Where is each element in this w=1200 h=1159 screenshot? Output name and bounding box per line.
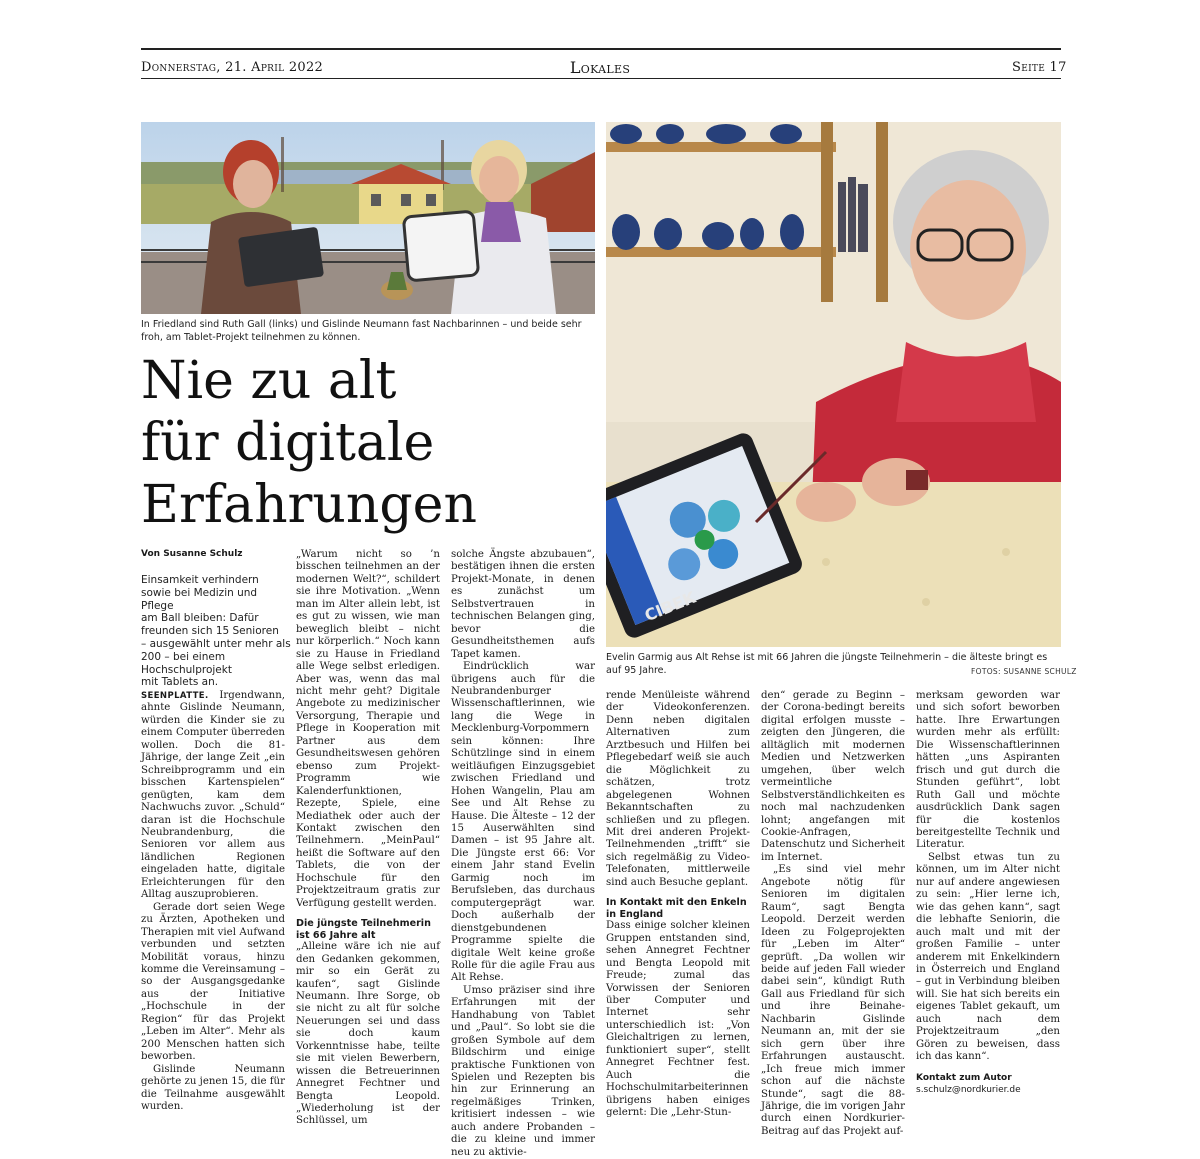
article-headline xyxy=(141,350,601,536)
lead-line: mit Tablets an. xyxy=(141,676,219,689)
subheading: In Kontakt mit den Enkeln in England xyxy=(606,897,747,920)
article-column-1 xyxy=(141,690,285,1113)
byline: Von Susanne Schulz xyxy=(141,549,243,559)
lead-line: am Ball bleiben: Dafür xyxy=(141,612,259,625)
paragraph: Selbst etwas tun zu können, um im Alter nicht nur auf andere angewiesen zu sein: „Hier lerne ich, wie das gehen kann“, sagt die lebhafte Seniorin, die auch malt und mit der großen Familie – unter anderem mit Enkelkindern in Österreich und England – gut in Verbindung bleiben will. Sie hat sich bereits ein eigenes Tablet gekauft, um auch nach dem Projektzeitraum „den Gören zu beweisen, dass ich das kann“. xyxy=(916,851,1060,1063)
paragraph: „Es sind viel mehr Angebote nötig für Senioren im digitalen Raum“, sagt Bengta Leopold. Derzeit werden Ideen zu Folgeprojekten für „Leben im Alter“ geprüft. „Da wollen wir beide auf jeden Fall wieder dabei sein“, kündigt Ruth Gall aus Friedland für sich und ihre Beinahe-Nachbarin Gislinde Neumann an, mit der sie sich gern über ihre Erfahrungen austauscht. „Ich freue mich immer schon auf die nächste Stunde“, sagt die 88-Jährige, die im vorigen Jahr durch einen Nordkurier-Beitrag auf das Projekt auf- xyxy=(761,864,905,1137)
headline-line-3: Erfahrungen xyxy=(141,475,477,535)
header-section: Lokales xyxy=(569,58,631,77)
dateline: SEENPLATTE. xyxy=(141,691,209,701)
lead-line: Hochschulprojekt xyxy=(141,663,232,676)
photo-right-caption: Evelin Garmig aus Alt Rehse ist mit 66 Jahren die jüngste Teilnehmerin – die älteste bringt es auf 95 Jahre. xyxy=(606,652,1048,676)
paragraph: Eindrücklich war übrigens auch für die Neubrandenburger Wissenschaftlerinnen, wie lang die Wege in Mecklenburg-Vorpommern sein können: Ihre Schützlinge sind in einem weitläufigen Einzugsgebiet zwischen Friedland und Hohen Wangelin, Plau am See und Alt Rehse zu Hause. Die Älteste – 12 der 15 Auserwählten sind Damen – ist 95 Jahre alt. Die Jüngste erst 66: Vor einem Jahr stand Evelin Garmig noch im Berufsleben, das durchaus computergeprägt war. Doch außerhalb der dienstgebundenen Programme spielte die digitale Welt keine große Rolle für die agile Frau aus Alt Rehse. xyxy=(451,661,595,984)
lead-line: sowie bei Medizin und Pflege xyxy=(141,586,258,612)
paragraph: den“ gerade zu Beginn – der Corona-bedingt bereits digital erfolgen musste – zeigten den Jüngeren, die alltäglich mit modernen Medien und Netzwerken umgehen, über welch vermeintliche Selbstverständlichkeiten es noch mal nachzudenken lohnt; angefangen mit Cookie-Anfragen, Datenschutz und Sicherheit im Internet. xyxy=(761,690,905,863)
paragraph-text: Irgendwann, ahnte Gislinde Neumann, würden die Kinder sie zu einem Computer überreden wollen. Doch die 81-Jährige, der lange Zeit „ein Schreibprogramm und ein bisschen Kartenspielen“ genügten, kam dem Nachwuchs zuvor. „Schuld“ daran ist die Hochschule Neubrandenburg, die Senioren vor allem aus ländlichen Regionen eingeladen hatte, digitale Erleichterungen für den Alltag auszuprobieren. xyxy=(141,690,285,901)
article-column-2 xyxy=(296,549,440,1128)
paragraph: merksam geworden war und sich sofort beworben hatte. Ihre Erwartungen wurden mehr als erfüllt: Die Wissenschaftlerinnen hätten „uns Aspiranten frisch und gut durch die Stunden geführt“, lobt Ruth Gall und möchte ausdrücklich Dank sagen für die kostenlos bereitgestellte Technik und Literatur. xyxy=(916,690,1060,851)
article-column-4 xyxy=(606,690,750,1120)
paragraph: Gislinde Neumann gehörte zu jenen 15, die für die Teilnahme ausgewählt wurden. xyxy=(141,1063,285,1112)
photo-left-image xyxy=(141,122,595,314)
paragraph xyxy=(141,690,285,902)
photo-left-caption: In Friedland sind Ruth Gall (links) und Gislinde Neumann fast Nachbarinnen – und beide sehr froh, am Tablet-Projekt teilnehmen zu können. xyxy=(141,319,582,343)
lead-line: freunden sich 15 Senioren xyxy=(141,625,279,638)
photo-ruth-gall-gislinde-neumann xyxy=(141,122,595,314)
lead-line: Einsamkeit verhindern xyxy=(141,574,259,586)
tablet-brand-label: CIBEK xyxy=(641,587,699,626)
paragraph: „Alleine wäre ich nie auf den Gedanken gekommen, mir so ein Gerät zu kaufen“, sagt Gislinde Neumann. Ihre Sorge, ob sie nicht zu alt für solche Neuerungen sei und dass sie doch kaum Vorkenntnisse habe, teilte sie mit vielen Bewerbern, wissen die Betreuerinnen Annegret Fechtner und Bengta Leopold. „Wiederholung ist der Schlüssel, um xyxy=(296,941,440,1127)
headline-line-1: Nie zu alt xyxy=(141,351,397,411)
paragraph: solche Ängste abzubauen“, bestätigen ihnen die ersten Projekt-Monate, in denen es zunächst um Selbstvertrauen in technischen Belangen ging, bevor die Gesundheitsthemen aufs Tapet kamen. xyxy=(451,549,595,660)
headline-line-2: für digitale xyxy=(141,413,435,473)
top-rule xyxy=(141,48,1061,50)
subheading: Die jüngste Teilnehmerin ist 66 Jahre alt xyxy=(296,918,431,941)
header-date: Donnerstag, 21. April 2022 xyxy=(141,60,324,75)
paragraph: Umso präziser sind ihre Erfahrungen mit der Handhabung von Tablet und „Paul“. So lobt sie die großen Symbole auf dem Bildschirm und einige praktische Funktionen von Spielen und Rezepten bis hin zur Erinnerung an regelmäßiges Trinken, kritisiert indessen – wie auch andere Probanden – die zu kleine und immer neu zu aktivie- xyxy=(451,984,595,1158)
lead-line: – ausgewählt unter mehr als xyxy=(141,637,291,650)
contact-heading: Kontakt zum Autor xyxy=(916,1072,1012,1083)
lead-text xyxy=(141,574,291,689)
header-page: Seite 17 xyxy=(1012,60,1067,75)
article-column-5 xyxy=(761,690,905,1138)
paragraph: rende Menüleiste während der Videokonferenzen. Denn neben digitalen Alternativen zum Arztbesuch und Hilfen bei Pflegebedarf weiß sie auch die Möglichkeit zu schätzen, trotz abgelegenen Wohnen Bekanntschaften zu schließen und zu pflegen. Mit drei anderen Projekt-Teilnehmenden „trifft“ sie sich regelmäßig zu Video-Telefonaten, mittlerweile sind auch Besuche geplant. xyxy=(606,690,750,888)
article-column-6 xyxy=(916,690,1060,1097)
photo-credit: FOTOS: SUSANNE SCHULZ xyxy=(971,667,1077,676)
header-rule xyxy=(141,78,1061,79)
photo-evelin-garmig xyxy=(606,122,1061,647)
paragraph: „Warum nicht so ’n bisschen teilnehmen an der modernen Welt?“, schildert sie ihre Motivation. „Wenn man im Alter allein lebt, ist es gut zu wissen, wie man beweglich bleibt – nicht nur körperlich.“ Noch kann sie zu Hause in Friedland alle Wege selbst erledigen. Aber was, wenn das mal nicht mehr geht? Digitale Angebote zu medizinischer Versorgung, Therapie und Pflege in Kooperation mit Partner aus dem Gesundheitswesen gehören ebenso zum Projekt-Programm wie Kalenderfunktionen, Rezepte, Spiele, eine Mediathek oder auch der Kontakt zwischen den Teilnehmern. „MeinPaul“ heißt die Software auf den Tablets, die von der Hochschule für den Projektzeitraum gratis zur Verfügung gestellt werden. xyxy=(296,549,440,909)
article-column-3 xyxy=(451,549,595,1159)
lead-line: 200 – bei einem xyxy=(141,650,226,663)
paragraph: Dass einige solcher kleinen Gruppen entstanden sind, sehen Annegret Fechtner und Bengta Leopold mit Freude; zumal das Vorwissen der Senioren über Computer und Internet sehr unterschiedlich ist: „Von Gleichaltrigen zu lernen, funktioniert super“, stellt Annegret Fechtner fest. Auch die Hochschulmitarbeiterinnen übrigens haben einiges gelernt: Die „Lehr-Stun- xyxy=(606,920,750,1119)
photo-right-image xyxy=(606,122,1061,647)
paragraph: Gerade dort seien Wege zu Ärzten, Apotheken und Therapien mit viel Aufwand verbunden und setzten Mobilität voraus, hinzu komme die Vereinsamung – so der Ausgangsgedanke aus der Initiative „Hochschule in der Region“ für das Projekt „Leben im Alter“. Mehr als 200 Menschen hatten sich beworben. xyxy=(141,901,285,1063)
contact-email-link[interactable]: s.schulz@nordkurier.de xyxy=(916,1085,1021,1096)
